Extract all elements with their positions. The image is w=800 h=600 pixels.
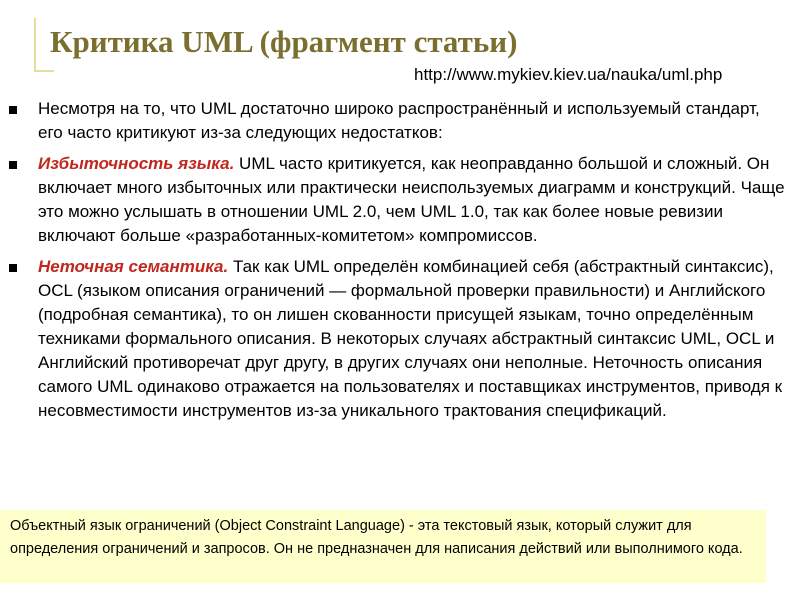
bullet-emphasis: Избыточность языка. xyxy=(38,154,235,173)
square-bullet-icon xyxy=(9,264,17,272)
bullet-redundancy xyxy=(8,152,788,248)
title-corner-line-vertical xyxy=(34,18,36,72)
square-bullet-icon xyxy=(9,106,17,114)
page-title: Критика UML (фрагмент статьи) xyxy=(50,24,518,59)
ocl-note-box xyxy=(0,510,766,583)
bullet-list xyxy=(8,97,788,430)
source-url: http://www.mykiev.kiev.ua/nauka/uml.php xyxy=(414,65,723,84)
bullet-imprecise-semantics xyxy=(8,255,788,423)
title-corner-line-horizontal xyxy=(34,70,54,72)
bullet-intro xyxy=(8,97,788,145)
note-text: Объектный язык ограничений (Object Constraint Language) - эта текстовый язык, который служит для определения ограничений и запросов. Он не предназначен для написания действий или выполнимого кода. xyxy=(10,518,743,557)
bullet-emphasis: Неточная семантика. xyxy=(38,257,229,276)
square-bullet-icon xyxy=(9,161,17,169)
bullet-text: Несмотря на то, что UML достаточно широко распространённый и используемый стандарт, его часто критикуют из-за следующих недостатков: xyxy=(38,99,760,142)
bullet-text: Так как UML определён комбинацией себя (абстрактный синтаксис), OCL (языком описания ограничений — формальной проверки правильности) и Английского (подробная семантика), то он лишен скованности присущей языкам, точно определённым техниками формального описания. В некоторых случаях абстрактный синтаксис UML, OCL и Английский противоречат друг другу, в других случаях они неполные. Неточность описания самого UML одинаково отражается на пользователях и поставщиках инструментов, приводя к несовместимости инструментов из-за уникального трактования спецификаций. xyxy=(38,257,783,420)
bullet-text: UML часто критикуется, как неоправданно большой и сложный. Он включает много избыточных или практически неиспользуемых диаграмм и конструкций. Чаще это можно услышать в отношении UML 2.0, чем UML 1.0, так как более новые ревизии включают больше «разработанных-комитетом» компромиссов. xyxy=(38,154,785,245)
